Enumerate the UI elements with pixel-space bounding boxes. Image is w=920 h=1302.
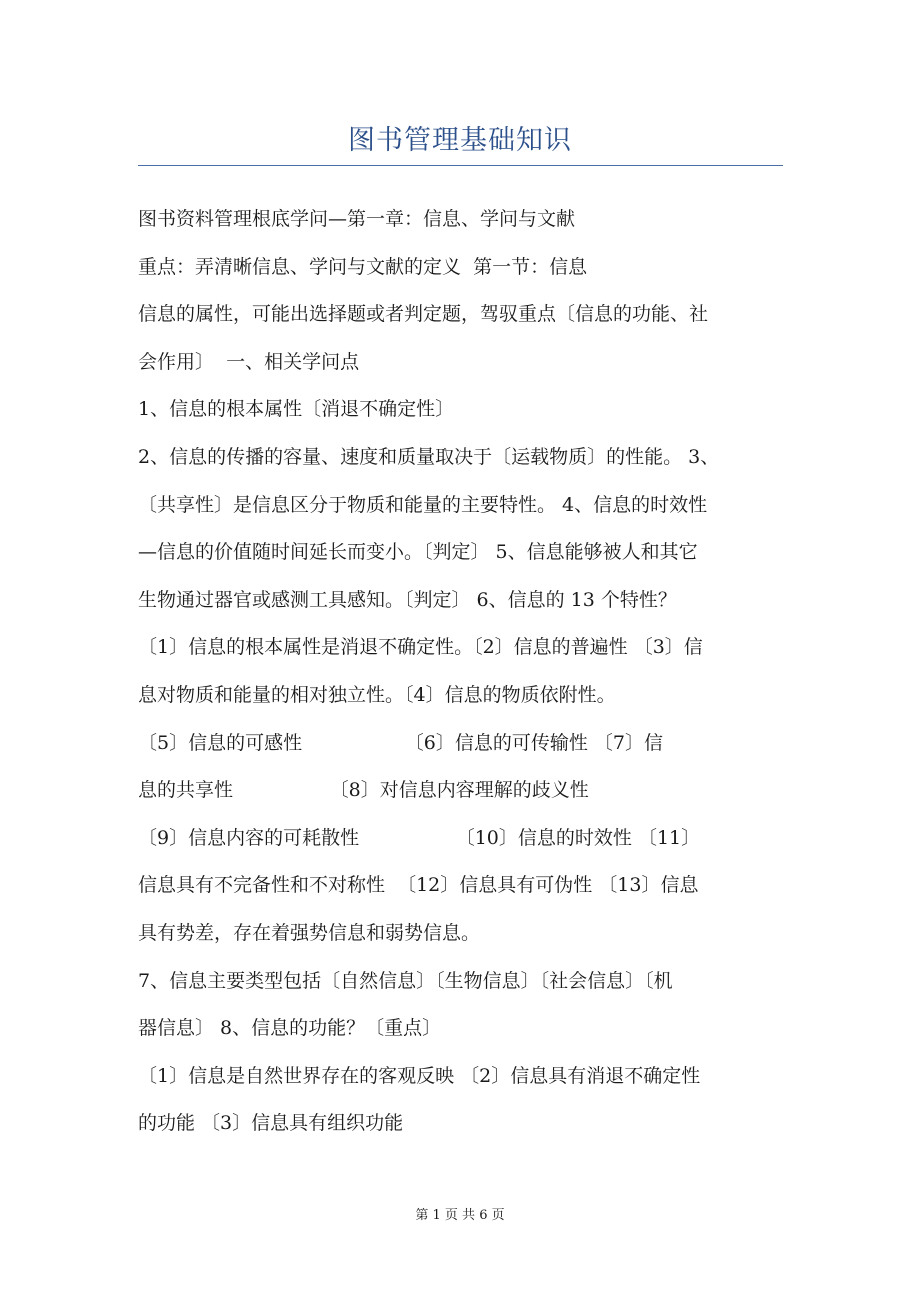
text-line: 7、信息主要类型包括〔自然信息〕〔生物信息〕〔社会信息〕〔机	[138, 969, 673, 992]
text-line: 图书资料管理根底学问—第一章：信息、学问与文献	[138, 208, 576, 230]
text-line: 1、信息的根本属性〔消退不确定性〕	[138, 398, 455, 421]
text-line: —信息的价值随时间延长而变小。〔判定〕 5、信息能够被人和其它	[138, 541, 698, 564]
text-line: 息的共享性 〔8〕对信息内容理解的歧义性	[138, 779, 589, 802]
title-divider	[138, 165, 783, 166]
text-line: 重点：弄清晰信息、学问与文献的定义 第一节：信息	[138, 255, 588, 278]
text-line: 具有势差，存在着强势信息和弱势信息。	[138, 921, 481, 944]
page-footer: 第 1 页 共 6 页	[415, 1208, 505, 1223]
text-line: 器信息〕 8、信息的功能？〔重点〕	[138, 1017, 442, 1040]
text-line: 信息的属性，可能出选择题或者判定题，驾驭重点〔信息的功能、社	[138, 303, 709, 326]
text-line: 2、信息的传播的容量、速度和质量取决于〔运载物质〕的性能。 3、	[138, 445, 720, 468]
text-line: 〔1〕信息的根本属性是消退不确定性。〔2〕信息的普遍性 〔3〕信	[138, 636, 703, 659]
text-line: 〔共享性〕是信息区分于物质和能量的主要特性。 4、信息的时效性	[138, 493, 708, 516]
text-line: 〔5〕信息的可感性 〔6〕信息的可传输性 〔7〕信	[138, 731, 663, 754]
text-line: 会作用〕 一、相关学问点	[138, 350, 360, 373]
text-line: 息对物质和能量的相对独立性。〔4〕信息的物质依附性。	[138, 683, 616, 706]
text-line: 〔9〕信息内容的可耗散性 〔10〕信息的时效性 〔11〕	[138, 826, 701, 849]
body-text	[138, 196, 786, 1148]
text-line: 〔1〕信息是自然世界存在的客观反映 〔2〕信息具有消退不确定性	[138, 1064, 701, 1087]
text-line: 生物通过器官或感测工具感知。〔判定〕 6、信息的 13 个特性？	[138, 588, 677, 611]
page-title: 图书管理基础知识	[348, 125, 572, 156]
text-line: 信息具有不完备性和不对称性 〔12〕信息具有可伪性 〔13〕信息	[138, 874, 699, 897]
text-line: 的功能 〔3〕信息具有组织功能	[138, 1112, 404, 1135]
